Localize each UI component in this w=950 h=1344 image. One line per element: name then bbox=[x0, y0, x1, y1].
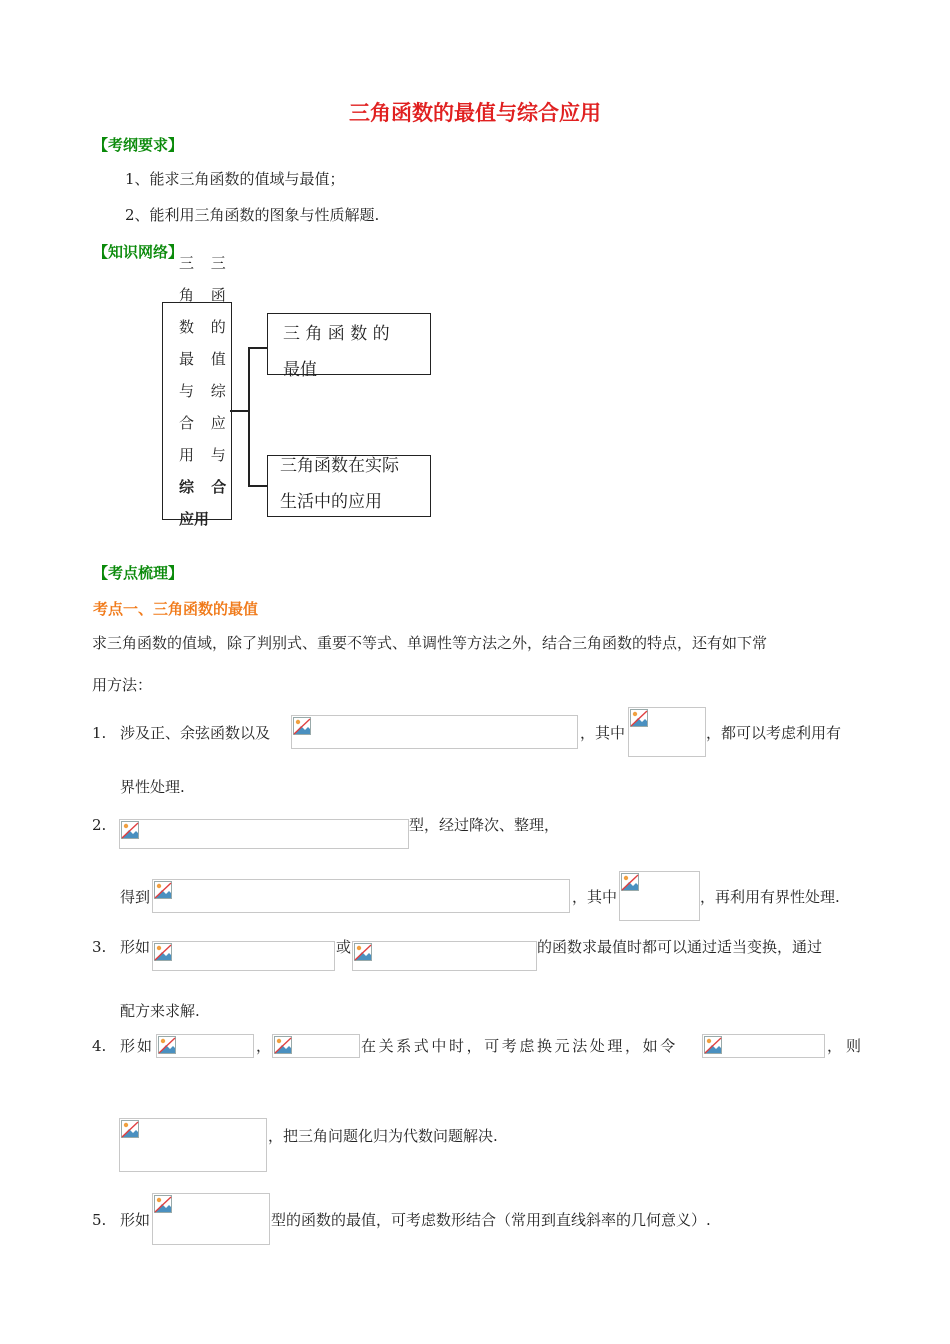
formula-image bbox=[156, 1034, 254, 1058]
item-text: 在关系式中时，可考虑换元法处理，如令 bbox=[361, 1037, 678, 1055]
item-number: 2. bbox=[92, 816, 107, 834]
broken-image-icon bbox=[121, 821, 139, 839]
points-heading: 【考点梳理】 bbox=[93, 564, 184, 582]
child-line: 生活中的应用 bbox=[280, 492, 382, 512]
requirements-heading: 【考纲要求】 bbox=[93, 136, 184, 154]
root-line: 与 综 bbox=[179, 382, 232, 400]
item-text: 涉及正、余弦函数以及 bbox=[120, 724, 271, 742]
intro-line-2: 用方法： bbox=[92, 676, 153, 694]
broken-image-icon bbox=[154, 1195, 172, 1213]
item-text: ， bbox=[256, 1037, 272, 1055]
requirement-1: 1、能求三角函数的值域与最值； bbox=[125, 170, 345, 188]
page-title: 三角函数的最值与综合应用 bbox=[349, 101, 601, 125]
root-line: 应用 bbox=[179, 510, 210, 528]
item-text: 型的函数的最值，可考虑数形结合（常用到直线斜率的几何意义）. bbox=[271, 1211, 711, 1229]
item-text: 的函数求最值时都可以通过适当变换，通过 bbox=[537, 938, 823, 956]
item-text: 形如 bbox=[120, 1211, 151, 1229]
item-text: 形如 bbox=[120, 1037, 155, 1055]
broken-image-icon bbox=[121, 1120, 139, 1138]
formula-image bbox=[119, 1118, 267, 1172]
root-line: 最 值 bbox=[179, 350, 232, 368]
item-text: ，都可以考虑利用有 bbox=[706, 724, 842, 742]
item-text: ，把三角问题化归为代数问题解决. bbox=[268, 1127, 498, 1145]
item-text: 型，经过降次、整理， bbox=[409, 816, 560, 834]
connector-line bbox=[248, 347, 267, 349]
item-number: 3. bbox=[92, 938, 107, 956]
item-text: ，则 bbox=[827, 1037, 866, 1055]
item-text: ，其中 bbox=[580, 724, 626, 742]
point1-heading: 考点一、三角函数的最值 bbox=[93, 600, 259, 618]
formula-image bbox=[272, 1034, 360, 1058]
broken-image-icon bbox=[293, 717, 311, 735]
item-text: 或 bbox=[336, 938, 352, 956]
formula-image bbox=[628, 707, 706, 757]
formula-image bbox=[291, 715, 578, 749]
root-line: 角 函 bbox=[179, 286, 232, 304]
root-line: 合 应 bbox=[179, 414, 232, 432]
item-text: 界性处理. bbox=[120, 778, 185, 796]
item-number: 4. bbox=[92, 1037, 107, 1055]
child-line: 最值 bbox=[283, 360, 317, 380]
item-text: ，再利用有界性处理. bbox=[700, 888, 840, 906]
diagram-child-1-text bbox=[283, 316, 390, 388]
diagram-root-text bbox=[179, 247, 232, 535]
broken-image-icon bbox=[158, 1036, 176, 1054]
requirement-2: 2、能利用三角函数的图象与性质解题. bbox=[125, 206, 380, 224]
broken-image-icon bbox=[704, 1036, 722, 1054]
broken-image-icon bbox=[354, 943, 372, 961]
item-text: 得到 bbox=[120, 888, 151, 906]
item-text: ，其中 bbox=[572, 888, 618, 906]
intro-line-1: 求三角函数的值域，除了判别式、重要不等式、单调性等方法之外，结合三角函数的特点，还有如下常 bbox=[92, 634, 768, 652]
formula-image bbox=[152, 941, 335, 971]
connector-line bbox=[248, 485, 267, 487]
child-line: 三角函数在实际 bbox=[280, 456, 399, 476]
broken-image-icon bbox=[154, 943, 172, 961]
connector-line bbox=[248, 347, 250, 486]
item-text: 配方来求解. bbox=[120, 1002, 200, 1020]
connector-line bbox=[230, 410, 249, 412]
network-heading: 【知识网络】 bbox=[93, 243, 184, 261]
child-line: 三 角 函 数 的 bbox=[283, 324, 390, 344]
root-line: 三 三 bbox=[179, 254, 232, 272]
formula-image bbox=[152, 1193, 270, 1245]
formula-image bbox=[619, 871, 700, 921]
root-line: 综 合 bbox=[179, 478, 233, 496]
broken-image-icon bbox=[630, 709, 648, 727]
root-line: 用 与 bbox=[179, 446, 232, 464]
formula-image bbox=[152, 879, 570, 913]
broken-image-icon bbox=[621, 873, 639, 891]
formula-image bbox=[352, 941, 537, 971]
broken-image-icon bbox=[154, 881, 172, 899]
diagram-child-2-text bbox=[280, 448, 399, 520]
formula-image bbox=[702, 1034, 825, 1058]
broken-image-icon bbox=[274, 1036, 292, 1054]
item-number: 1. bbox=[92, 724, 107, 742]
item-text: 形如 bbox=[120, 938, 151, 956]
item-number: 5. bbox=[92, 1211, 107, 1229]
root-line: 数 的 bbox=[179, 318, 232, 336]
formula-image bbox=[119, 819, 409, 849]
